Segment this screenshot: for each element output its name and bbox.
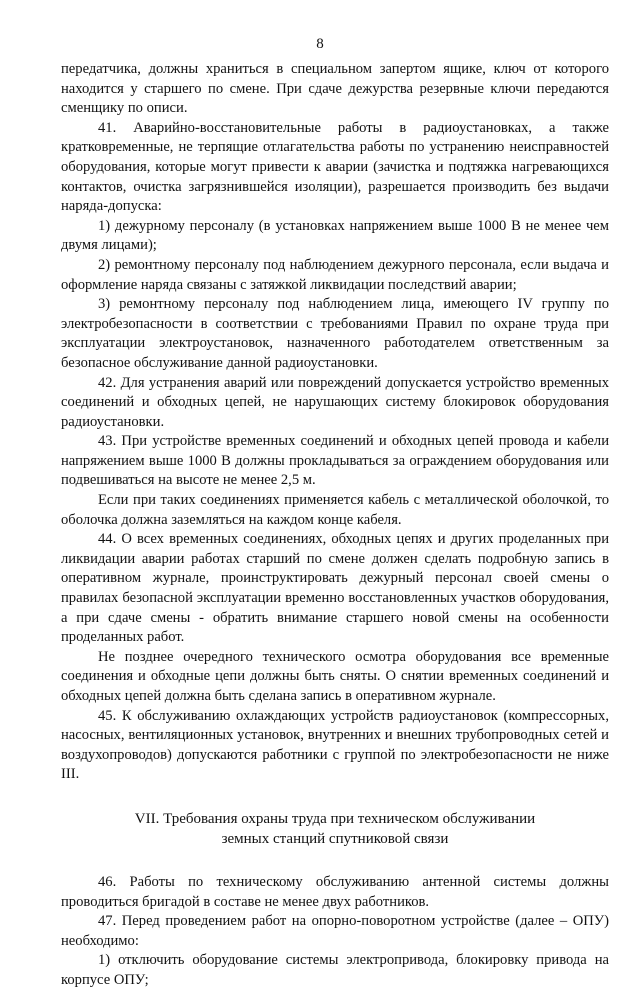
paragraph-43: 43. При устройстве временных соединений и обходных цепей провода и кабели напряжением выше 1000 В должны прокладываться за ограждением оборудования или подвешиваться на высоте не менее 2,5 м. bbox=[61, 433, 609, 489]
paragraph-44-cont: Не позднее очередного технического осмотра оборудования все временные соединения и обходные цепи должны быть сняты. О снятии временных соединений и обходных цепей должна быть сделана запись в оперативном журнале. bbox=[61, 648, 609, 704]
paragraph-43-cont: Если при таких соединениях применяется кабель с металлической оболочкой, то оболочка должна заземляться на каждом конце кабеля. bbox=[61, 492, 609, 528]
paragraph-41: 41. Аварийно-восстановительные работы в радиоустановках, а также кратковременные, не терпящие отлагательства работы по устранению неисправностей оборудования, которые могут привести к аварии (зачистка и подтяжка нагревающихся контактов, очистка загрязнившейся изоляции), разрешается производить без выдачи наряда-допуска: bbox=[61, 119, 609, 215]
list-item-41-1: 1) дежурному персоналу (в установках напряжением выше 1000 В не менее чем двумя лицами); bbox=[61, 217, 609, 254]
paragraph-46: 46. Работы по техническому обслуживанию антенной системы должны проводиться бригадой в составе не менее двух работников. bbox=[61, 873, 609, 910]
list-item-41-2: 2) ремонтному персоналу под наблюдением дежурного персонала, если выдача и оформление наряда связаны с затяжкой ликвидации последствий аварии; bbox=[61, 256, 609, 293]
section-heading-line2: земных станций спутниковой связи bbox=[221, 830, 449, 847]
paragraph-44: 44. О всех временных соединениях, обходных цепях и других проделанных при ликвидации аварии работах старший по смене должен сделать подробную запись в оперативном журнале, проинструктировать дежурный персонал своей смены о правилах безопасной эксплуатации временно восстановленных участков оборудования, а при сдаче смены - обратить внимание старшего новой смены на особенности проделанных работ. bbox=[61, 531, 609, 646]
paragraph-47: 47. Перед проведением работ на опорно-поворотном устройстве (далее – ОПУ) необходимо: bbox=[61, 913, 609, 949]
paragraph-42: 42. Для устранения аварий или повреждений допускается устройство временных соединений и обходных цепей, не нарушающих систему блокировок оборудования радиоустановки. bbox=[61, 374, 609, 430]
section-heading-line1: VII. Требования охраны труда при техническом обслуживании bbox=[134, 810, 536, 827]
document-body bbox=[61, 60, 609, 991]
list-item-41-3: 3) ремонтному персоналу под наблюдением лица, имеющего IV группу по электробезопасности в соответствии с требованиями Правил по охране труда при эксплуатации электроустановок, назначенного работодателем ответственным за безопасное обслуживание данной радиоустановки. bbox=[61, 296, 609, 371]
paragraph: передатчика, должны храниться в специальном запертом ящике, ключ от которого находится у старшего по смене. При сдаче дежурства резервные ключи передаются сменщику по описи. bbox=[61, 61, 609, 117]
paragraph-45: 45. К обслуживанию охлаждающих устройств радиоустановок (компрессорных, насосных, вентиляционных установок, внутренних и внешних трубопроводных сетей и воздухопроводов) допускаются работники с группой по электробезопасности не ниже III. bbox=[61, 707, 609, 783]
page-number: 8 bbox=[316, 36, 324, 52]
section-heading bbox=[61, 809, 609, 849]
list-item-47-1: 1) отключить оборудование системы электропривода, блокировку привода на корпусе ОПУ; bbox=[61, 952, 609, 988]
